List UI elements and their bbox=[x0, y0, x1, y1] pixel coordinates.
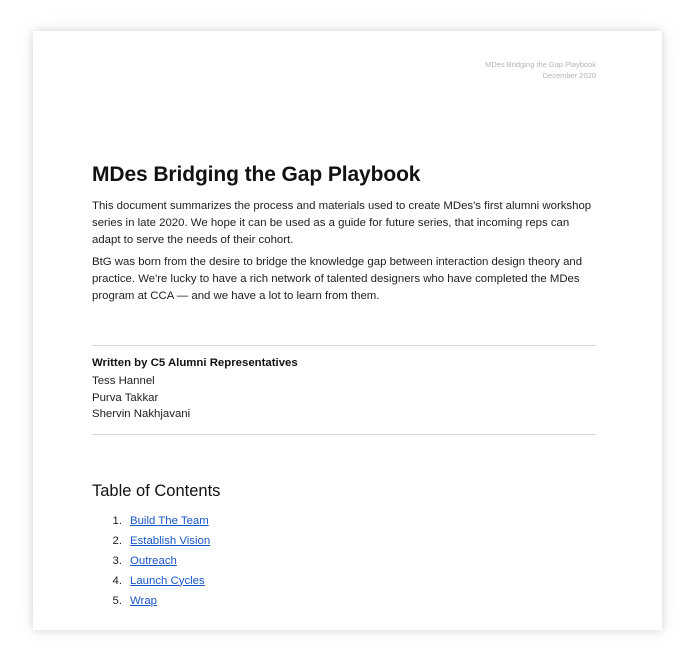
toc-item-number: 4. bbox=[112, 574, 122, 587]
toc-link-wrap[interactable]: Wrap bbox=[130, 594, 158, 607]
document-body bbox=[92, 162, 596, 611]
running-header-doc-name: MDes Bridging the Gap Playbook bbox=[485, 60, 596, 69]
toc-link-outreach[interactable]: Outreach bbox=[130, 554, 177, 567]
document-page bbox=[33, 31, 662, 630]
running-header-date: December 2020 bbox=[542, 71, 596, 80]
toc-item bbox=[92, 511, 596, 531]
intro-paragraph-2: BtG was born from the desire to bridge the knowledge gap between interaction design theory and practice. We're lucky to have a rich network of talented designers who have completed the MDes program at CCA — and we have a lot to learn from them. bbox=[92, 256, 583, 302]
toc-link-establish-vision[interactable]: Establish Vision bbox=[130, 534, 211, 547]
toc-item-number: 2. bbox=[112, 534, 122, 547]
toc-heading: Table of Contents bbox=[92, 481, 221, 500]
document-title: MDes Bridging the Gap Playbook bbox=[92, 163, 421, 186]
intro-paragraph-1: This document summarizes the process and materials used to create MDes's first alumni workshop series in late 2020. We hope it can be used as a guide for future series, that incoming reps can adapt to serve the needs of their cohort. bbox=[92, 200, 592, 246]
toc-item-number: 3. bbox=[112, 554, 122, 567]
author-name: Tess Hannel bbox=[92, 375, 155, 387]
toc-link-launch-cycles[interactable]: Launch Cycles bbox=[130, 574, 205, 587]
divider-bottom bbox=[92, 434, 596, 435]
toc-item-number: 5. bbox=[112, 594, 122, 607]
authors-heading: Written by C5 Alumni Representatives bbox=[92, 357, 298, 369]
toc-link-build-the-team[interactable]: Build The Team bbox=[130, 514, 209, 527]
toc-item bbox=[92, 531, 596, 551]
toc-item-number: 1. bbox=[112, 514, 122, 527]
author-name: Purva Takkar bbox=[92, 391, 159, 404]
toc-item bbox=[92, 571, 596, 591]
author-name: Shervin Nakhjavani bbox=[92, 408, 191, 420]
toc-item bbox=[92, 551, 596, 571]
toc-list bbox=[92, 511, 596, 611]
running-header bbox=[485, 59, 596, 81]
toc-item bbox=[92, 591, 596, 611]
authors-section bbox=[92, 346, 596, 434]
